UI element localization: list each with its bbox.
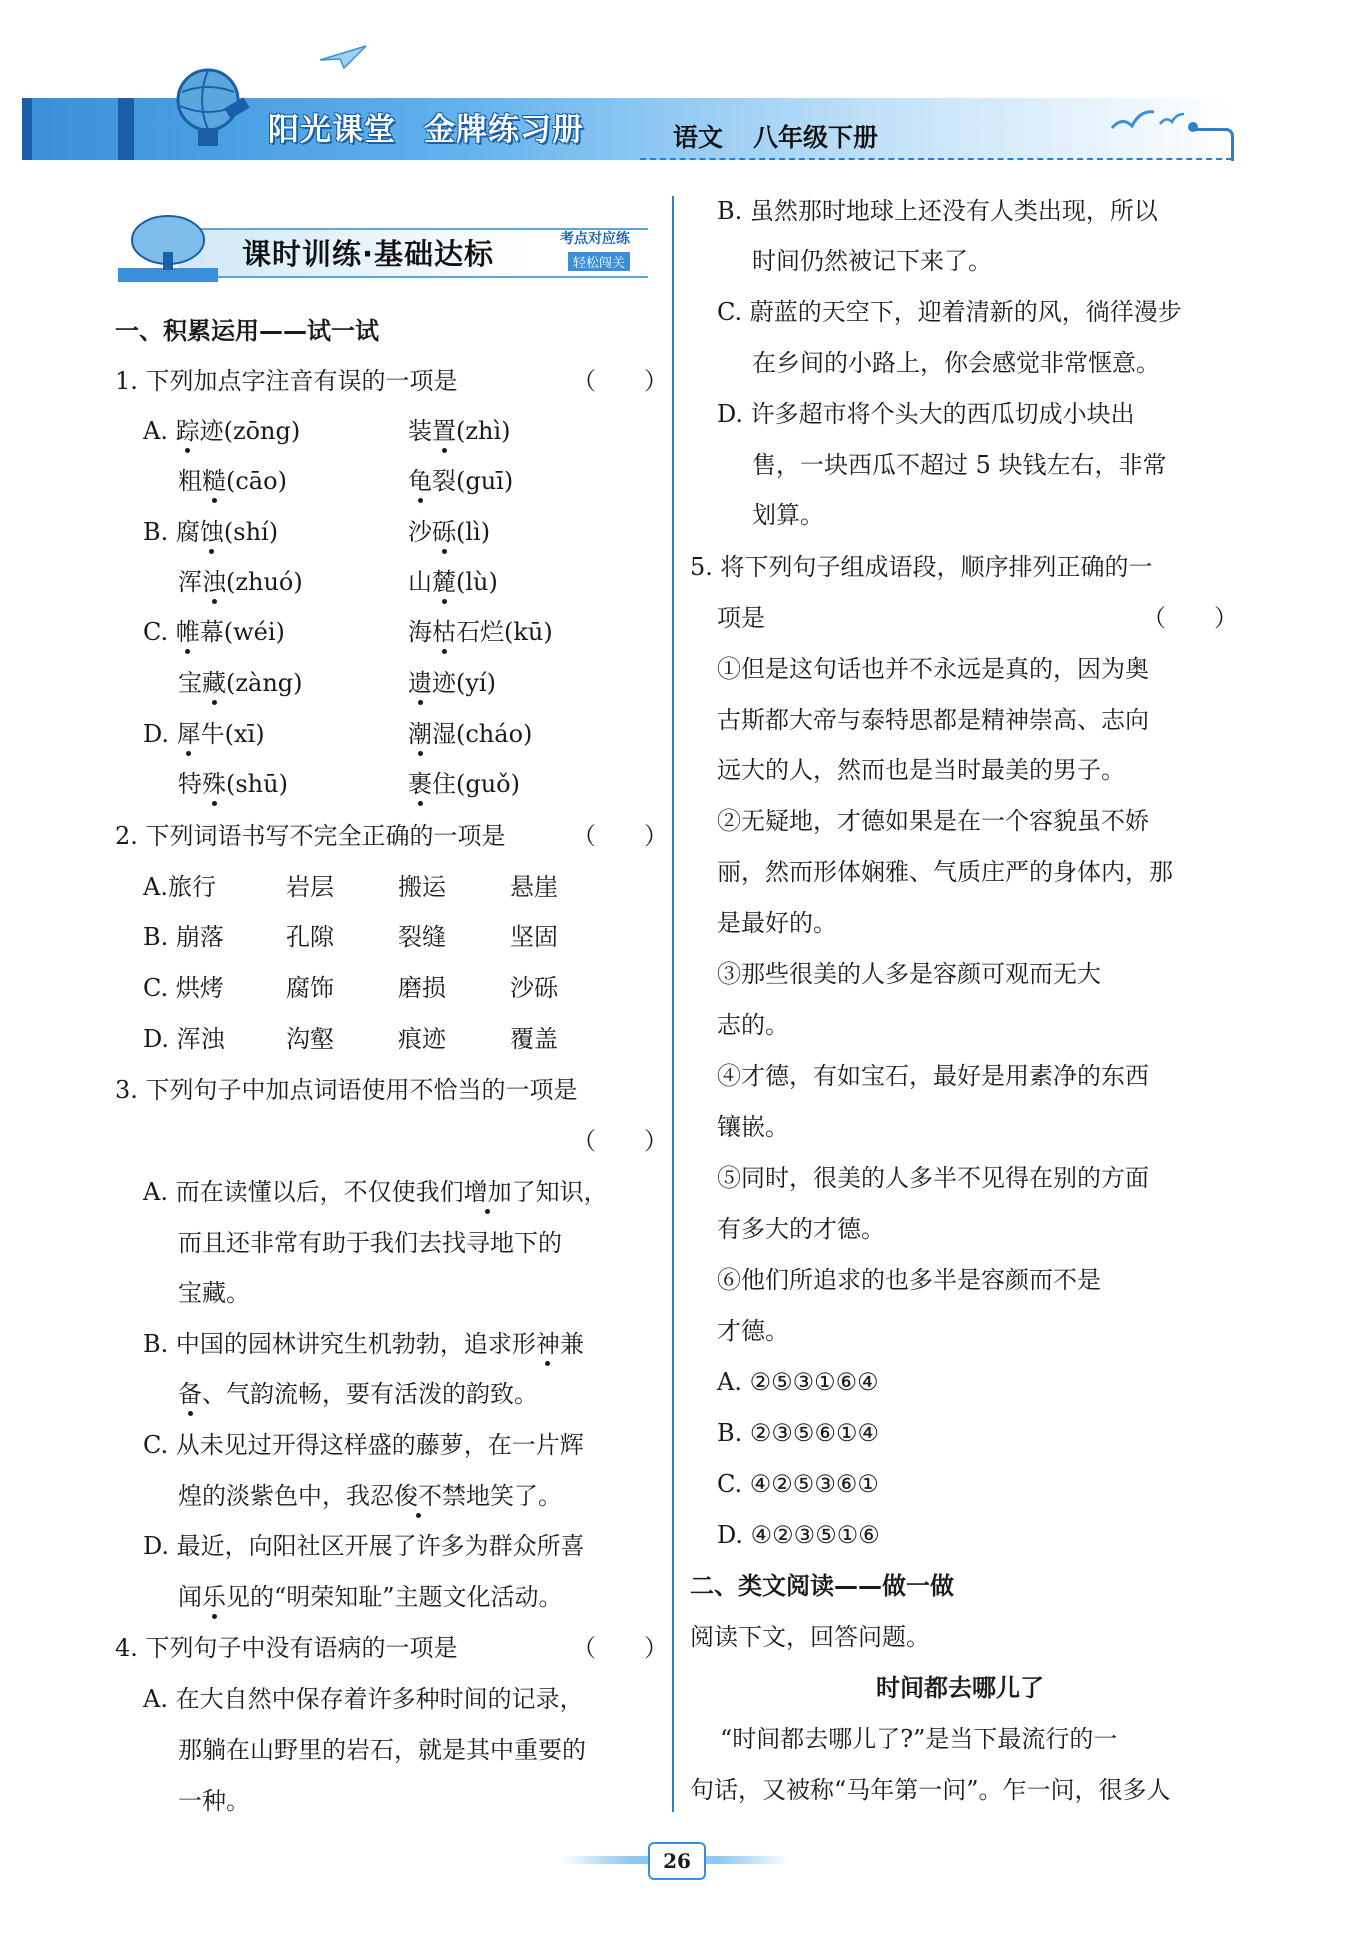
q5-sentence-1-line-2: 古斯都大帝与泰特思都是精神崇高、志向 xyxy=(717,706,1149,734)
q5-sentence-6-line-1: ⑥他们所追求的也多半是容颜而不是 xyxy=(717,1266,1101,1294)
q5-stem-line-1: 5. 将下列句子组成语段，顺序排列正确的一 xyxy=(690,553,1153,581)
q2-option-c-w1: C. 烘烤 xyxy=(143,974,224,1002)
q3-a-dotted-word: 增加 xyxy=(463,1178,512,1206)
book-brand xyxy=(268,104,612,149)
q1-answer-paren[interactable]: （ ） xyxy=(572,367,668,395)
q3-b-dotted-word-2: 备 xyxy=(178,1380,202,1408)
q3-a-text-pre: A. 而在读懂以后，不仅使我们 xyxy=(143,1178,464,1206)
q5-sentence-4-line-1: ④才德，有如宝石，最好是用素净的东西 xyxy=(717,1062,1149,1090)
q5-option-a: A. ②⑤③①⑥④ xyxy=(717,1368,879,1396)
q2-option-d-w3: 痕迹 xyxy=(398,1025,446,1053)
q3-d-text-post: 的“明荣知耻”主题文化活动。 xyxy=(250,1583,563,1611)
q4-option-d-line-3: 划算。 xyxy=(752,501,824,529)
q4-option-a-line-3: 一种。 xyxy=(178,1787,250,1815)
q4-option-c-line-1: C. 蔚蓝的天空下，迎着清新的风，徜徉漫步 xyxy=(717,298,1182,326)
q4-option-d-line-1: D. 许多超市将个头大的西瓜切成小块出 xyxy=(717,400,1135,428)
q2-option-c-w2: 腐饰 xyxy=(286,974,334,1002)
q1-option-c-1: C. 帷幕(wéi) xyxy=(143,618,285,646)
page-footer xyxy=(560,1838,790,1882)
q1-option-c-3: 宝藏(zàng) xyxy=(178,669,303,697)
q1-option-b-3: 浑浊(zhuó) xyxy=(178,568,303,596)
q3-option-c-line-1: C. 从未见过开得这样盛的藤萝，在一片辉 xyxy=(143,1431,584,1459)
header-dashed-rule xyxy=(640,158,1232,160)
q3-option-a-line-2: 而且还非常有助于我们去找寻地下的 xyxy=(178,1229,562,1257)
q2-option-a-w2: 岩层 xyxy=(286,873,334,901)
q3-b-text-pre: B. 中国的园林讲究生机勃勃，追求 xyxy=(143,1330,512,1358)
subject-label: 语文 xyxy=(673,123,724,152)
q2-option-c-w3: 磨损 xyxy=(398,974,446,1002)
q5-sentence-4-line-2: 镶嵌。 xyxy=(717,1113,789,1141)
q3-b-dotted-word-1: 形神兼 xyxy=(511,1330,584,1358)
q3-option-d-line-1: D. 最近，向阳社区开展了许多为群众所喜 xyxy=(143,1532,585,1560)
article-paragraph-1-line-2: 句话，又被称“马年第一问”。乍一问，很多人 xyxy=(690,1776,1171,1804)
q4-answer-paren[interactable]: （ ） xyxy=(572,1634,668,1662)
section-banner xyxy=(118,212,648,284)
q4-option-a-line-1: A. 在大自然中保存着许多种时间的记录， xyxy=(143,1685,584,1713)
q3-stem: 3. 下列句子中加点词语使用不恰当的一项是 xyxy=(115,1076,578,1104)
q4-option-d-line-2: 售，一块西瓜不超过 5 块钱左右，非常 xyxy=(752,451,1167,479)
q1-option-d-1: D. 犀牛(xī) xyxy=(143,720,265,748)
part2-heading: 二、类文阅读——做一做 xyxy=(690,1572,954,1600)
q5-sentence-5-line-1: ⑤同时，很美的人多半不见得在别的方面 xyxy=(717,1164,1149,1192)
q3-option-a-line-3: 宝藏。 xyxy=(178,1279,250,1307)
q4-option-b-line-1: B. 虽然那时地球上还没有人类出现，所以 xyxy=(717,197,1158,225)
q1-stem: 1. 下列加点字注音有误的一项是 xyxy=(115,367,458,395)
q2-option-d-w2: 沟壑 xyxy=(286,1025,334,1053)
q5-sentence-2-line-2: 丽，然而形体娴雅、气质庄严的身体内，那 xyxy=(717,858,1173,886)
q3-option-c-line-2 xyxy=(178,1481,562,1511)
q3-b-text-post: 、气韵流畅，要有活泼的韵致。 xyxy=(202,1380,538,1408)
column-divider xyxy=(672,196,674,1812)
q1-option-c-4: 遗迹(yí) xyxy=(408,669,496,697)
q4-option-a-line-2: 那躺在山野里的岩石，就是其中重要的 xyxy=(178,1736,586,1764)
brand-name-1: 阳光课堂 xyxy=(268,112,396,148)
q5-option-b: B. ②③⑤⑥①④ xyxy=(717,1419,879,1447)
q5-sentence-3-line-2: 志的。 xyxy=(717,1011,789,1039)
article-paragraph-1-line-1: “时间都去哪儿了?”是当下最流行的一 xyxy=(720,1725,1118,1753)
article-title: 时间都去哪儿了 xyxy=(876,1674,1044,1702)
header-corner-line xyxy=(1195,128,1234,161)
q5-stem-line-2: 项是 xyxy=(717,604,765,632)
subject-grade xyxy=(673,118,908,154)
part2-instruction: 阅读下文，回答问题。 xyxy=(690,1623,930,1651)
q5-option-d: D. ④②③⑤①⑥ xyxy=(717,1521,880,1549)
q5-sentence-1-line-1: ①但是这句话也并不永远是真的，因为奥 xyxy=(717,655,1149,683)
q4-stem: 4. 下列句子中没有语病的一项是 xyxy=(115,1634,458,1662)
q3-c-text-pre: 煌的淡紫色中，我 xyxy=(178,1482,370,1510)
q5-sentence-2-line-1: ②无疑地，才德如果是在一个容貌虽不娇 xyxy=(717,807,1149,835)
q5-sentence-1-line-3: 远大的人，然而也是当时最美的男子。 xyxy=(717,756,1125,784)
q1-option-a-1: A. 踪迹(zōng) xyxy=(143,417,301,445)
q5-sentence-3-line-1: ③那些很美的人多是容颜可观而无大 xyxy=(717,960,1101,988)
q2-option-a-w1: A.旅行 xyxy=(143,873,216,901)
q2-option-b-w1: B. 崩落 xyxy=(143,923,224,951)
globe-telescope-icon xyxy=(168,62,256,150)
header-dot xyxy=(1188,122,1198,132)
q2-option-a-w3: 搬运 xyxy=(398,873,446,901)
section-title: 课时训练·基础达标 xyxy=(242,237,495,271)
q5-sentence-2-line-3: 是最好的。 xyxy=(717,909,837,937)
q2-stem: 2. 下列词语书写不完全正确的一项是 xyxy=(115,822,506,850)
header-left-stripe-2 xyxy=(118,98,134,160)
page-number: 26 xyxy=(648,1842,706,1880)
q1-option-a-4: 龟裂(guī) xyxy=(408,467,514,495)
q3-option-a-line-1 xyxy=(143,1177,608,1207)
q3-c-dotted-word: 忍俊不禁 xyxy=(370,1482,466,1510)
tree-icon xyxy=(118,212,218,284)
q5-option-c: C. ④②⑤③⑥① xyxy=(717,1470,879,1498)
q1-option-c-2: 海枯石烂(kū) xyxy=(408,618,553,646)
paper-plane-icon xyxy=(318,44,368,70)
q3-option-b-line-1 xyxy=(143,1329,584,1359)
q1-option-b-4: 山麓(lù) xyxy=(408,568,498,596)
q5-sentence-5-line-2: 有多大的才德。 xyxy=(717,1215,885,1243)
q2-option-a-w4: 悬崖 xyxy=(510,873,558,901)
q3-answer-paren[interactable]: （ ） xyxy=(572,1127,668,1155)
q1-option-d-3: 特殊(shū) xyxy=(178,770,288,798)
q3-a-text-post: 了知识， xyxy=(511,1178,608,1206)
q4-option-c-line-2: 在乡间的小路上，你会感觉非常惬意。 xyxy=(752,349,1160,377)
q1-option-b-1: B. 腐蚀(shí) xyxy=(143,518,279,546)
birds-icon xyxy=(1108,104,1188,138)
q1-option-d-4: 裹住(guǒ) xyxy=(408,770,520,798)
q1-option-b-2: 沙砾(lì) xyxy=(408,518,491,546)
q2-option-d-w1: D. 浑浊 xyxy=(143,1025,225,1053)
q1-option-a-3: 粗糙(cāo) xyxy=(178,467,287,495)
grade-label: 八年级下册 xyxy=(753,123,879,152)
section-tag-2: 轻松闯关 xyxy=(568,252,630,271)
q2-answer-paren[interactable]: （ ） xyxy=(572,822,668,850)
q2-option-b-w3: 裂缝 xyxy=(398,923,446,951)
q4-option-b-line-2: 时间仍然被记下来了。 xyxy=(752,247,992,275)
q3-d-dotted-word: 闻乐见 xyxy=(178,1583,250,1611)
q1-option-a-2: 装置(zhì) xyxy=(408,417,511,445)
q2-option-d-w4: 覆盖 xyxy=(510,1025,558,1053)
q5-sentence-6-line-2: 才德。 xyxy=(717,1317,789,1345)
q3-option-d-line-2 xyxy=(178,1582,563,1612)
section-tag-1: 考点对应练 xyxy=(560,231,630,247)
q2-option-c-w4: 沙砾 xyxy=(510,974,558,1002)
brand-name-2: 金牌练习册 xyxy=(424,112,584,148)
part1-heading: 一、积累运用——试一试 xyxy=(115,317,379,345)
q1-option-d-2: 潮湿(cháo) xyxy=(408,720,533,748)
q2-option-b-w4: 坚固 xyxy=(510,923,558,951)
q5-answer-paren[interactable]: （ ） xyxy=(1142,604,1238,632)
q3-c-text-post: 地笑了。 xyxy=(466,1482,562,1510)
q3-option-b-line-2 xyxy=(178,1379,538,1409)
header-left-stripe xyxy=(22,98,32,160)
q2-option-b-w2: 孔隙 xyxy=(286,923,334,951)
